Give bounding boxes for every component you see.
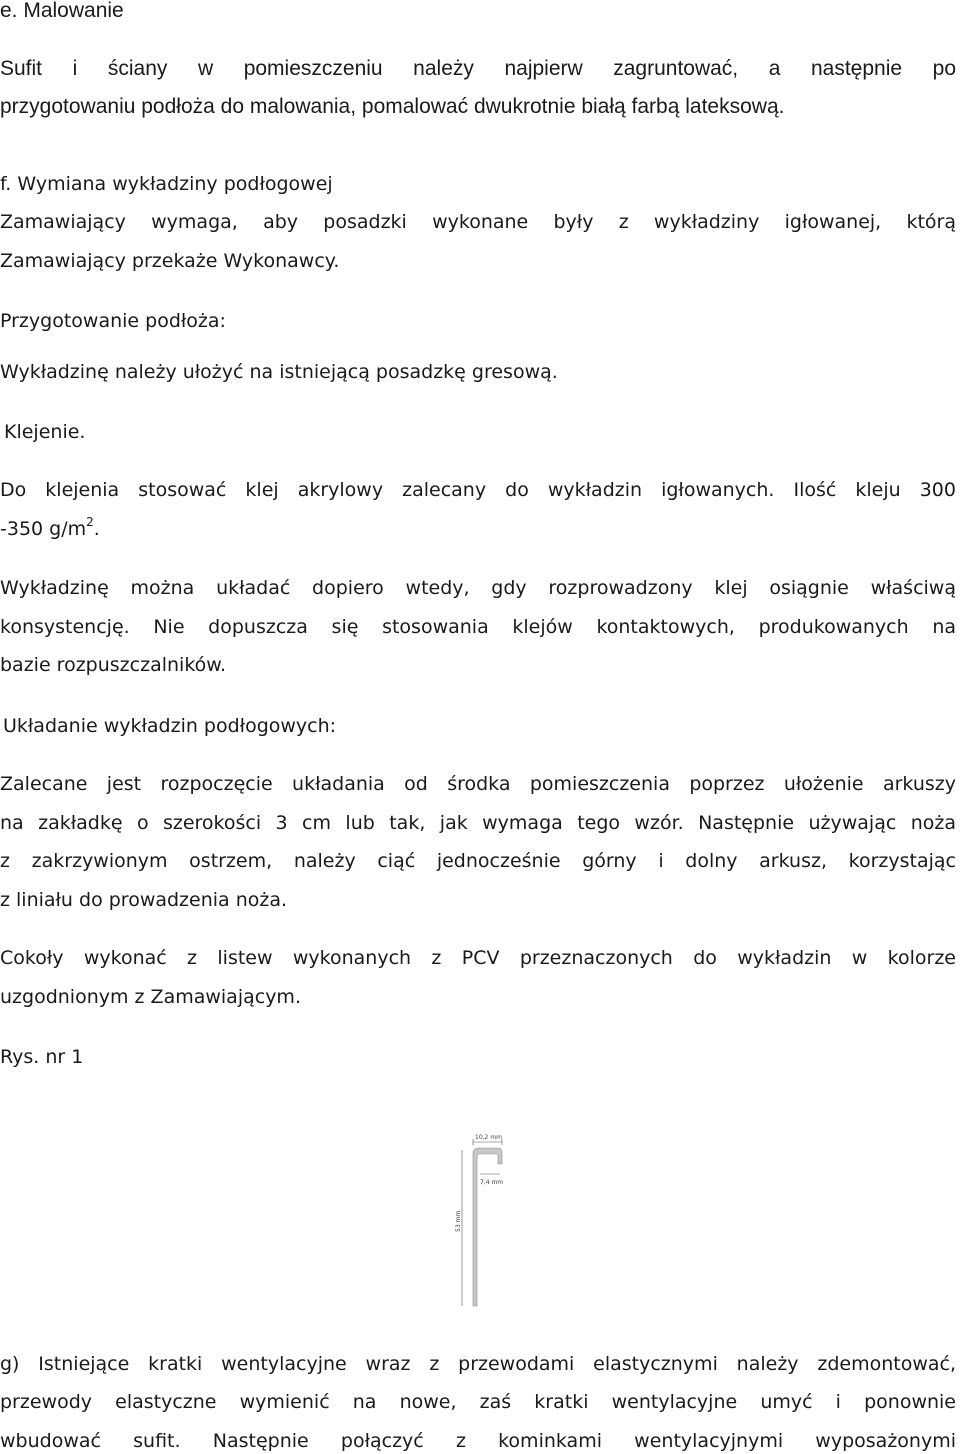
gluing-paragraph-2-line-2: konsystencję. Nie dopuszcza się stosowania klejów kontaktowych, produkowanych na bbox=[0, 616, 956, 638]
laying-text-line-1: Zalecane jest rozpoczęcie układania od środka pomieszczenia poprzez ułożenie arkuszy bbox=[0, 773, 956, 795]
preparation-text: Wykładzinę należy ułożyć na istniejącą posadzkę gresową. bbox=[0, 361, 558, 383]
section-e-paragraph-line-2: przygotowaniu podłoża do malowania, pomalować dwukrotnie białą farbą lateksową. bbox=[0, 95, 785, 118]
subheading-preparation: Przygotowanie podłoża: bbox=[0, 310, 226, 332]
section-f-paragraph-line-2: Zamawiający przekaże Wykonawcy. bbox=[0, 250, 340, 272]
laying-text-line-3: z zakrzywionym ostrzem, należy ciąć jednocześnie górny i dolny arkusz, korzystając bbox=[0, 850, 956, 872]
laying-text-line-2: na zakładkę o szerokości 3 cm lub tak, jak wymaga tego wzór. Następnie używając noża bbox=[0, 812, 956, 834]
gluing-paragraph-2-line-1: Wykładzinę można układać dopiero wtedy, gdy rozprowadzony klej osiągnie właściwą bbox=[0, 577, 956, 599]
section-g-line-1: g) Istniejące kratki wentylacyjne wraz z przewodami elastycznymi należy zdemontować, bbox=[0, 1353, 956, 1375]
dimension-label-height: 53 mm bbox=[455, 1210, 462, 1232]
skirting-profile-drawing bbox=[440, 1128, 520, 1318]
section-f-heading: f. Wymiana wykładziny podłogowej bbox=[0, 173, 333, 195]
gluing-text-line-2 bbox=[0, 514, 956, 541]
figure-caption: Rys. nr 1 bbox=[0, 1046, 84, 1068]
section-e-paragraph-line-1: Sufit i ściany w pomieszczeniu należy najpierw zagruntować, a następnie po bbox=[0, 57, 956, 80]
section-f-paragraph-line-1: Zamawiający wymaga, aby posadzki wykonane były z wykładziny igłowanej, którą bbox=[0, 211, 956, 233]
profile-shape bbox=[473, 1148, 502, 1306]
subheading-gluing: Klejenie. bbox=[4, 421, 86, 443]
subheading-laying: Układanie wykładzin podłogowych: bbox=[3, 715, 337, 737]
gluing-unit-exponent: 2 bbox=[86, 514, 94, 529]
skirting-text-line-1: Cokoły wykonać z listew wykonanych z PCV przeznaczonych do wykładzin w kolorze bbox=[0, 947, 956, 969]
dimension-label-side: 7,4 mm bbox=[480, 1179, 504, 1186]
section-g-line-3: wbudować sufit. Następnie połączyć z kominkami wentylacyjnymi wyposażonymi bbox=[0, 1430, 956, 1452]
section-g-line-2: przewody elastyczne wymienić na nowe, zaś kratki wentylacyjne umyć i ponownie bbox=[0, 1391, 956, 1413]
gluing-paragraph-2-line-3: bazie rozpuszczalników. bbox=[0, 654, 227, 676]
gluing-amount: -350 g/m bbox=[0, 518, 87, 540]
laying-text-line-4: z liniału do prowadzenia noża. bbox=[0, 889, 288, 911]
gluing-amount-end: . bbox=[93, 518, 100, 540]
dimension-label-top: 10,2 mm bbox=[475, 1134, 502, 1141]
skirting-text-line-2: uzgodnionym z Zamawiającym. bbox=[0, 986, 301, 1008]
gluing-text-line-1: Do klejenia stosować klej akrylowy zalecany do wykładzin igłowanych. Ilość kleju 300 bbox=[0, 479, 956, 501]
section-e-heading: e. Malowanie bbox=[0, 0, 124, 22]
